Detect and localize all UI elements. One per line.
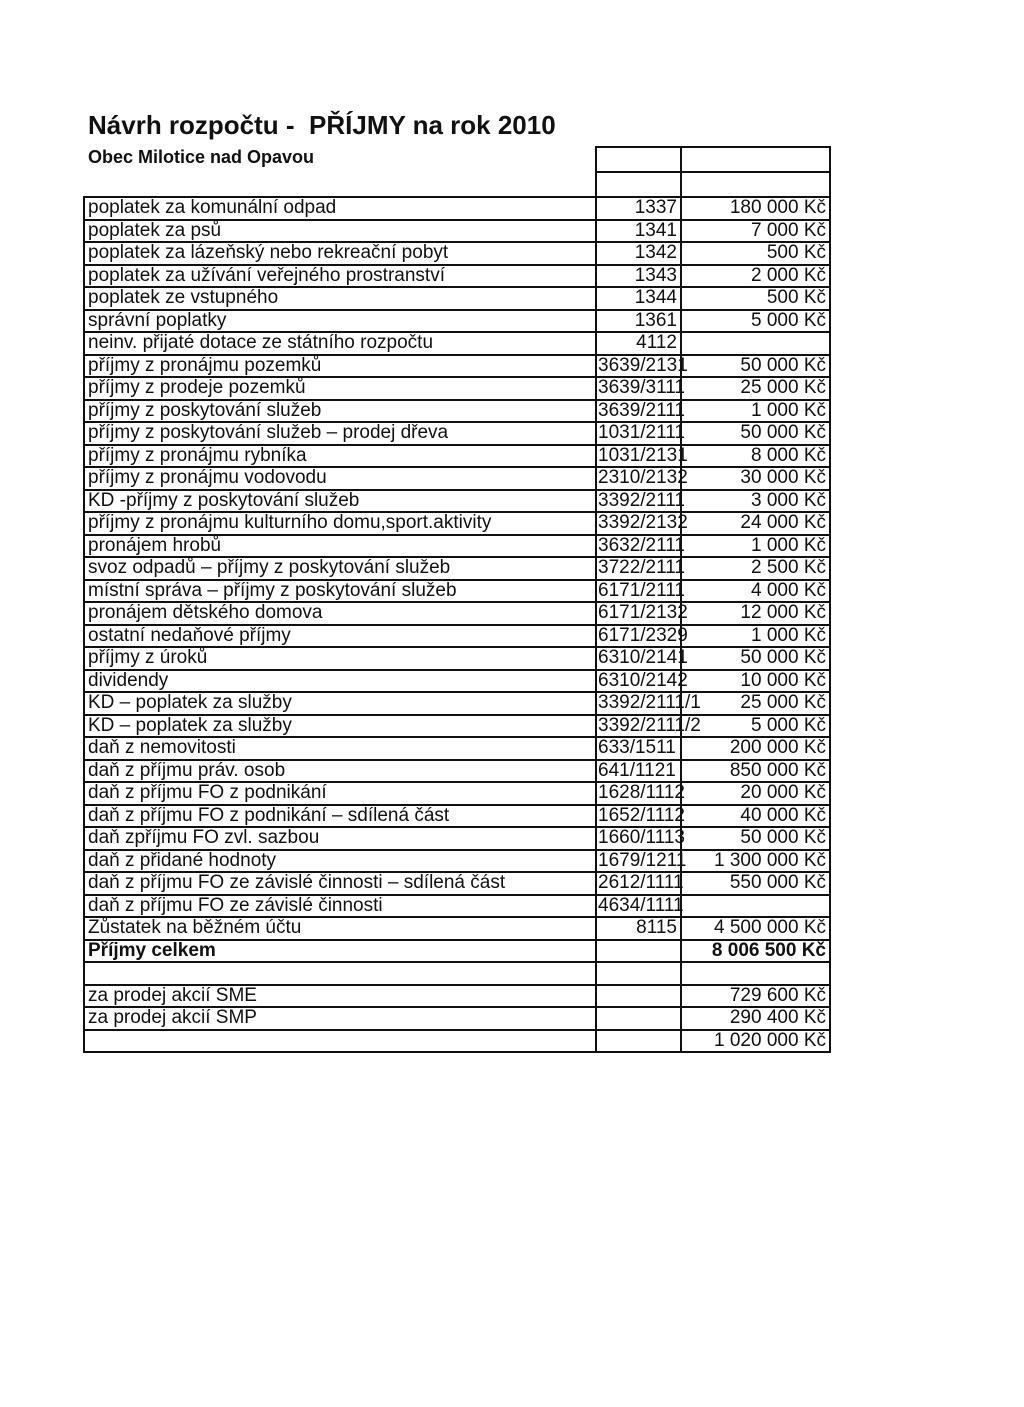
item-amount-cell <box>681 962 830 985</box>
item-amount-cell: 1 000 Kč <box>681 625 830 648</box>
item-amount-cell: 8 006 500 Kč <box>681 940 830 963</box>
extra-row <box>84 985 830 1008</box>
budget-table-body <box>84 147 830 1052</box>
table-row <box>84 917 830 940</box>
item-amount-cell: 40 000 Kč <box>681 805 830 828</box>
item-name-cell: KD -příjmy z poskytování služeb <box>84 490 596 513</box>
table-row <box>84 895 830 918</box>
item-name-cell: příjmy z pronájmu kulturního domu,sport.aktivity <box>84 512 596 535</box>
item-amount-cell: 12 000 Kč <box>681 602 830 625</box>
item-code-cell: 1628/1112 <box>598 782 685 804</box>
item-code-cell: 3392/2111/2 <box>598 714 701 736</box>
item-code-cell <box>596 962 681 985</box>
item-code-cell: 6171/2132 <box>598 602 688 624</box>
item-amount-cell: 30 000 Kč <box>681 467 830 490</box>
item-name-cell: daň z příjmu FO ze závislé činnosti – sdílená část <box>84 872 596 895</box>
page-subtitle: Obec Milotice nad Opavou <box>88 147 315 167</box>
item-code-cell: 1342 <box>596 242 681 265</box>
item-code-cell: 3392/2111/1 <box>598 692 701 714</box>
item-code-cell: 3639/2131 <box>598 354 688 376</box>
item-name-cell: ostatní nedaňové příjmy <box>84 625 596 648</box>
item-amount-cell: 4 000 Kč <box>681 580 830 603</box>
item-name-cell: neinv. přijaté dotace ze státního rozpočtu <box>84 332 596 355</box>
item-amount-cell: 50 000 Kč <box>681 422 830 445</box>
item-code-cell: 633/1511 <box>596 737 681 760</box>
extra-row <box>84 1030 830 1053</box>
item-amount-cell: 20 000 Kč <box>681 782 830 805</box>
item-amount-cell: 10 000 Kč <box>681 670 830 693</box>
item-code-cell: 1679/1211 <box>598 849 687 871</box>
item-code-cell: 641/1121 <box>596 760 681 783</box>
item-amount-cell: 24 000 Kč <box>681 512 830 535</box>
item-amount-cell: 729 600 Kč <box>681 985 830 1008</box>
item-name-cell: daň z nemovitosti <box>84 737 596 760</box>
item-amount-cell: 4 500 000 Kč <box>681 917 830 940</box>
table-row <box>84 580 830 603</box>
table-row <box>84 490 830 513</box>
item-code-cell <box>596 940 681 963</box>
table-row <box>84 760 830 783</box>
item-name-cell: daň z příjmu FO z podnikání <box>84 782 596 805</box>
item-name-cell: daň z příjmu FO z podnikání – sdílená část <box>84 805 596 828</box>
extra-row <box>84 1007 830 1030</box>
item-code-cell: 1660/1113 <box>598 827 685 849</box>
table-row <box>84 512 830 535</box>
item-code-cell <box>596 1007 681 1030</box>
item-name-cell: příjmy z pronájmu rybníka <box>84 445 596 468</box>
item-name-cell: dividendy <box>84 670 596 693</box>
item-code-cell: 6171/2111 <box>598 579 685 601</box>
table-row <box>84 850 830 873</box>
table-row <box>84 197 830 220</box>
table-row <box>84 557 830 580</box>
item-name-cell <box>84 962 596 985</box>
item-name-cell: za prodej akcií SME <box>84 985 596 1008</box>
table-row <box>84 265 830 288</box>
item-code-cell: 4634/1111 <box>598 894 684 916</box>
table-row <box>84 355 830 378</box>
item-amount-cell: 200 000 Kč <box>681 737 830 760</box>
item-name-cell: KD – poplatek za služby <box>84 692 596 715</box>
item-amount-cell <box>681 332 830 355</box>
item-amount-cell: 50 000 Kč <box>681 647 830 670</box>
item-name-cell: daň z přidané hodnoty <box>84 850 596 873</box>
table-row <box>84 737 830 760</box>
item-code-cell: 6310/2141 <box>598 647 688 669</box>
item-code-cell: 1344 <box>596 287 681 310</box>
item-name-cell: za prodej akcií SMP <box>84 1007 596 1030</box>
table-row <box>84 670 830 693</box>
total-row <box>84 940 830 963</box>
item-amount-cell: 290 400 Kč <box>681 1007 830 1030</box>
item-code-cell <box>596 1030 681 1053</box>
item-code-cell: 1031/2131 <box>598 444 688 466</box>
gap-amount-cell <box>681 172 830 197</box>
item-code-cell: 3392/2132 <box>598 512 688 534</box>
item-name-cell: příjmy z úroků <box>84 647 596 670</box>
item-name-cell <box>84 1030 596 1053</box>
item-code-cell: 1361 <box>596 310 681 333</box>
header-code-cell <box>596 147 681 172</box>
item-code-cell: 6171/2329 <box>598 624 688 646</box>
table-row <box>84 377 830 400</box>
item-amount-cell: 25 000 Kč <box>681 377 830 400</box>
item-name-cell: svoz odpadů – příjmy z poskytování služeb <box>84 557 596 580</box>
item-code-cell: 3722/2111 <box>598 557 685 579</box>
item-name-cell: daň z příjmu FO ze závislé činnosti <box>84 895 596 918</box>
table-row <box>84 467 830 490</box>
table-row <box>84 220 830 243</box>
item-code-cell: 2310/2132 <box>598 467 688 489</box>
item-amount-cell <box>681 895 830 918</box>
item-amount-cell: 2 500 Kč <box>681 557 830 580</box>
item-amount-cell: 25 000 Kč <box>681 692 830 715</box>
item-name-cell: příjmy z prodeje pozemků <box>84 377 596 400</box>
table-row <box>84 422 830 445</box>
item-name-cell: pronájem hrobů <box>84 535 596 558</box>
item-code-cell: 1341 <box>596 220 681 243</box>
item-amount-cell: 1 000 Kč <box>681 535 830 558</box>
table-row <box>84 535 830 558</box>
item-code-cell: 1031/2111 <box>598 422 685 444</box>
table-row <box>84 287 830 310</box>
item-amount-cell: 50 000 Kč <box>681 355 830 378</box>
gap-spacer-cell <box>84 172 596 197</box>
table-row <box>84 445 830 468</box>
table-header-row <box>84 147 830 172</box>
item-code-cell: 1652/1112 <box>598 804 685 826</box>
item-amount-cell: 5 000 Kč <box>681 715 830 738</box>
item-code-cell: 1337 <box>596 197 681 220</box>
item-code-cell: 1343 <box>596 265 681 288</box>
item-name-cell: Zůstatek na běžném účtu <box>84 917 596 940</box>
item-code-cell: 3392/2111 <box>598 489 685 511</box>
table-row <box>84 242 830 265</box>
item-amount-cell: 3 000 Kč <box>681 490 830 513</box>
item-amount-cell: 500 Kč <box>681 287 830 310</box>
item-amount-cell: 850 000 Kč <box>681 760 830 783</box>
item-name-cell: poplatek za komunální odpad <box>84 197 596 220</box>
item-name-cell: příjmy z pronájmu pozemků <box>84 355 596 378</box>
item-name-cell: daň zpříjmu FO zvl. sazbou <box>84 827 596 850</box>
table-row <box>84 872 830 895</box>
item-name-cell: Příjmy celkem <box>84 940 596 963</box>
item-code-cell: 2612/1111 <box>598 872 684 894</box>
item-amount-cell: 1 020 000 Kč <box>681 1030 830 1053</box>
item-code-cell: 3632/2111 <box>598 534 685 556</box>
item-name-cell: místní správa – příjmy z poskytování služeb <box>84 580 596 603</box>
item-name-cell: správní poplatky <box>84 310 596 333</box>
table-row <box>84 805 830 828</box>
item-name-cell: poplatek ze vstupného <box>84 287 596 310</box>
item-name-cell: poplatek za psů <box>84 220 596 243</box>
item-name-cell: příjmy z pronájmu vodovodu <box>84 467 596 490</box>
item-name-cell: pronájem dětského domova <box>84 602 596 625</box>
item-amount-cell: 1 300 000 Kč <box>681 850 830 873</box>
item-name-cell: poplatek za užívání veřejného prostranství <box>84 265 596 288</box>
item-name-cell: příjmy z poskytování služeb – prodej dřeva <box>84 422 596 445</box>
item-amount-cell: 180 000 Kč <box>681 197 830 220</box>
item-code-cell: 6310/2142 <box>598 669 688 691</box>
page-title: Návrh rozpočtu - PŘÍJMY na rok 2010 <box>88 110 556 140</box>
table-row <box>84 692 830 715</box>
item-name-cell: KD – poplatek za služby <box>84 715 596 738</box>
item-code-cell: 8115 <box>596 917 681 940</box>
blank-row <box>84 962 830 985</box>
item-amount-cell: 500 Kč <box>681 242 830 265</box>
table-row <box>84 625 830 648</box>
item-amount-cell: 5 000 Kč <box>681 310 830 333</box>
table-row <box>84 782 830 805</box>
table-row <box>84 400 830 423</box>
item-amount-cell: 7 000 Kč <box>681 220 830 243</box>
gap-code-cell <box>596 172 681 197</box>
item-amount-cell: 1 000 Kč <box>681 400 830 423</box>
item-code-cell: 4112 <box>596 332 681 355</box>
table-row <box>84 332 830 355</box>
header-spacer-cell <box>84 147 596 172</box>
item-amount-cell: 50 000 Kč <box>681 827 830 850</box>
table-row <box>84 715 830 738</box>
table-gap-row <box>84 172 830 197</box>
table-row <box>84 310 830 333</box>
item-code-cell: 3639/2111 <box>598 399 685 421</box>
item-amount-cell: 550 000 Kč <box>681 872 830 895</box>
item-amount-cell: 2 000 Kč <box>681 265 830 288</box>
header-amount-cell <box>681 147 830 172</box>
item-name-cell: poplatek za lázeňský nebo rekreační pobyt <box>84 242 596 265</box>
table-row <box>84 602 830 625</box>
item-amount-cell: 8 000 Kč <box>681 445 830 468</box>
table-row <box>84 647 830 670</box>
table-row <box>84 827 830 850</box>
item-name-cell: daň z příjmu práv. osob <box>84 760 596 783</box>
item-code-cell <box>596 985 681 1008</box>
item-code-cell: 3639/3111 <box>598 377 685 399</box>
item-name-cell: příjmy z poskytování služeb <box>84 400 596 423</box>
budget-table <box>83 146 831 1053</box>
